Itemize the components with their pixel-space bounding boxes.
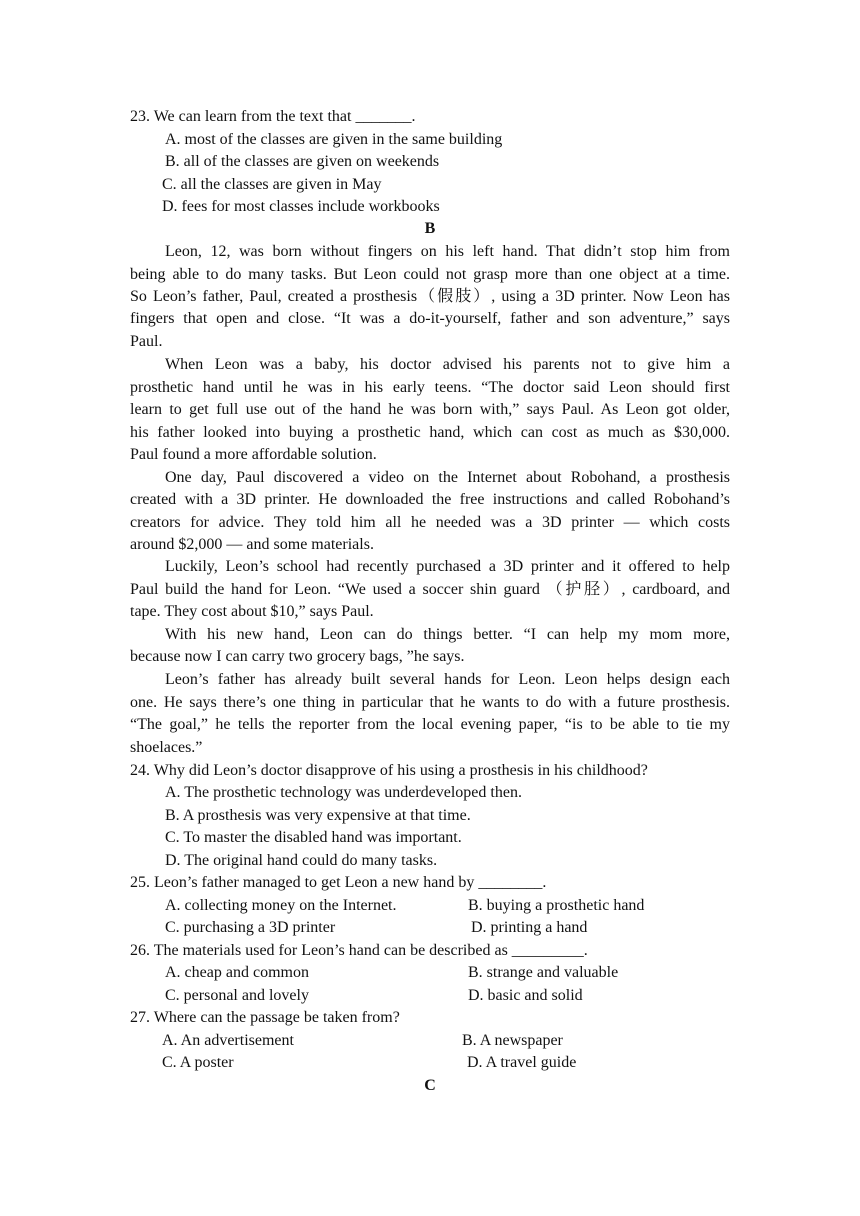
para2-line4: his father looked into buying a prosthetic hand, which can cost as much as $30,000. (130, 424, 730, 441)
q24-option-d: D. The original hand could do many tasks. (165, 852, 438, 869)
q27-option-a: A. An advertisement (162, 1032, 294, 1049)
q26-option-c: C. personal and lovely (165, 987, 309, 1004)
q27-stem: 27. Where can the passage be taken from? (130, 1009, 400, 1026)
q25-option-a: A. collecting money on the Internet. (165, 897, 397, 914)
q27-option-b: B. A newspaper (462, 1032, 563, 1049)
q26-stem: 26. The materials used for Leon’s hand can be described as _________. (130, 942, 588, 959)
para1-line5: Paul. (130, 333, 163, 350)
q23-option-a: A. most of the classes are given in the same building (165, 131, 503, 148)
para6-line2: one. He says there’s one thing in particular that he wants to do with a future prosthesis. (130, 694, 730, 711)
para6-line4: shoelaces.” (130, 739, 203, 756)
section-c-heading: C (424, 1077, 436, 1094)
q23-option-c: C. all the classes are given in May (162, 176, 382, 193)
para2-line3: learn to get full use out of the hand he was born with,” says Paul. As Leon got older, (130, 401, 730, 418)
q24-option-b: B. A prosthesis was very expensive at that time. (165, 807, 471, 824)
para3-line1: One day, Paul discovered a video on the Internet about Robohand, a prosthesis (165, 469, 730, 486)
q26-option-d: D. basic and solid (468, 987, 583, 1004)
q25-option-c: C. purchasing a 3D printer (165, 919, 336, 936)
para5-line2: because now I can carry two grocery bags, ”he says. (130, 648, 465, 665)
para2-line2: prosthetic hand until he was in his early teens. “The doctor said Leon should first (130, 379, 730, 396)
q26-option-b: B. strange and valuable (468, 964, 619, 981)
q24-option-c: C. To master the disabled hand was important. (165, 829, 462, 846)
q27-option-d: D. A travel guide (467, 1054, 577, 1071)
para2-line5: Paul found a more affordable solution. (130, 446, 377, 463)
para4-line3: tape. They cost about $10,” says Paul. (130, 603, 374, 620)
q26-option-a: A. cheap and common (165, 964, 309, 981)
q23-option-d: D. fees for most classes include workbooks (162, 198, 440, 215)
q23-option-b: B. all of the classes are given on weekends (165, 153, 440, 170)
para2-line1: When Leon was a baby, his doctor advised his parents not to give him a (165, 356, 730, 373)
q24-stem: 24. Why did Leon’s doctor disapprove of his using a prosthesis in his childhood? (130, 762, 648, 779)
q25-stem: 25. Leon’s father managed to get Leon a new hand by ________. (130, 874, 547, 891)
para1-line2: being able to do many tasks. But Leon could not grasp more than one object at a time. (130, 266, 730, 283)
para1-line3: So Leon’s father, Paul, created a prosthesis（假肢）, using a 3D printer. Now Leon has (130, 288, 730, 305)
para3-line3: creators for advice. They told him all he needed was a 3D printer — which costs (130, 514, 730, 531)
para6-line3: “The goal,” he tells the reporter from the local evening paper, “is to be able to tie my (130, 716, 730, 733)
q27-option-c: C. A poster (162, 1054, 234, 1071)
q25-option-b: B. buying a prosthetic hand (468, 897, 645, 914)
para6-line1: Leon’s father has already built several hands for Leon. Leon helps design each (165, 671, 730, 688)
section-b-heading: B (424, 220, 436, 237)
para4-line2: Paul build the hand for Leon. “We used a soccer shin guard （护胫）, cardboard, and (130, 581, 730, 598)
q23-stem: 23. We can learn from the text that _______. (130, 108, 416, 125)
para1-line4: fingers that open and close. “It was a do-it-yourself, father and son adventure,” says (130, 310, 730, 327)
para5-line1: With his new hand, Leon can do things better. “I can help my mom more, (165, 626, 730, 643)
para3-line4: around $2,000 — and some materials. (130, 536, 374, 553)
para1-line1: Leon, 12, was born without fingers on his left hand. That didn’t stop him from (165, 243, 730, 260)
para4-line1: Luckily, Leon’s school had recently purchased a 3D printer and it offered to help (165, 558, 730, 575)
para3-line2: created with a 3D printer. He downloaded the free instructions and called Robohand’s (130, 491, 730, 508)
q25-option-d: D. printing a hand (471, 919, 588, 936)
q24-option-a: A. The prosthetic technology was underdeveloped then. (165, 784, 522, 801)
